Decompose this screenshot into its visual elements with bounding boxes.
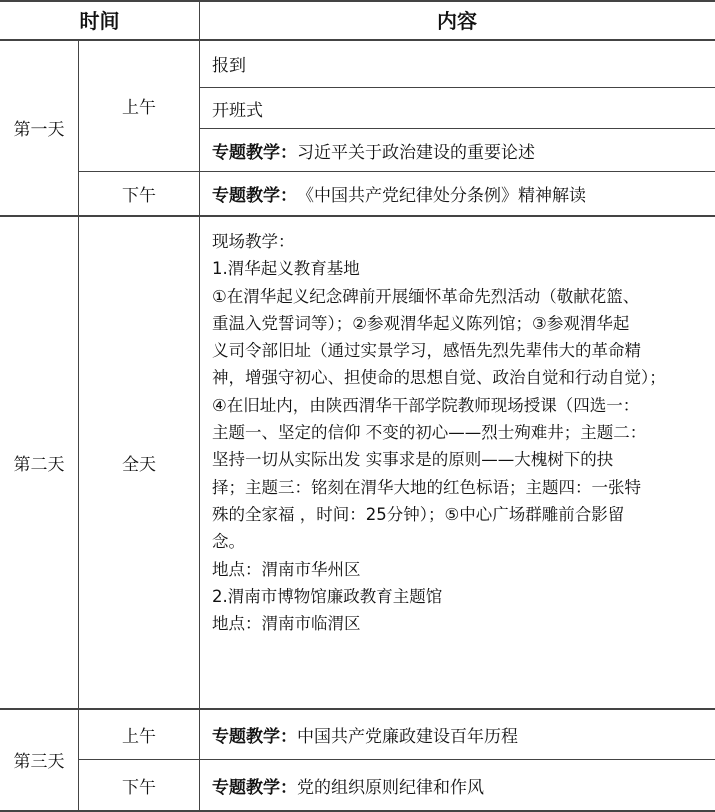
day2-line: 择；主题三：铭刻在渭华大地的红色标语；主题四：一张特 xyxy=(212,477,641,497)
day3-afternoon: 下午 xyxy=(122,777,156,798)
day2-line: 地点：渭南市临渭区 xyxy=(212,614,361,634)
day3-item-topic1 xyxy=(200,709,715,759)
day1-item-topic2 xyxy=(200,172,715,215)
day3-morning: 上午 xyxy=(122,726,156,747)
header-time: 时间 xyxy=(79,9,120,33)
day2-label: 第二天 xyxy=(13,454,65,475)
day2-line: 1.渭华起义教育基地 xyxy=(212,259,360,279)
topic-text: 党的组织原则纪律和作风 xyxy=(297,777,484,798)
day2-line: 坚持一切从实际出发 实事求是的原则——大槐树下的抉 xyxy=(212,450,614,470)
topic-text: 《中国共产党纪律处分条例》精神解读 xyxy=(297,186,586,206)
rule-bottom xyxy=(0,810,715,812)
day2-line: ①在渭华起义纪念碑前开展缅怀革命先烈活动（敬献花篮、 xyxy=(212,286,640,306)
topic-label: 专题教学： xyxy=(212,186,297,206)
day3-item-topic2 xyxy=(200,760,715,810)
opening-text: 开班式 xyxy=(212,100,263,121)
topic-label: 专题教学： xyxy=(212,777,297,798)
day2-line: ④在旧址内，由陕西渭华干部学院教师现场授课（四选一： xyxy=(212,395,640,415)
day1-label: 第一天 xyxy=(13,120,65,140)
day3-label: 第三天 xyxy=(13,752,65,772)
day1-morning: 上午 xyxy=(122,98,156,118)
day1-item-checkin xyxy=(200,40,715,87)
day1-item-opening xyxy=(200,88,715,128)
day1-afternoon: 下午 xyxy=(122,186,156,206)
topic-text: 中国共产党廉政建设百年历程 xyxy=(297,726,518,747)
day2-content xyxy=(200,216,715,708)
day2-line: 现场教学： xyxy=(212,232,295,251)
checkin-text: 报到 xyxy=(212,56,246,76)
topic-label: 专题教学： xyxy=(212,726,297,747)
topic-label: 专题教学： xyxy=(212,142,297,163)
day2-line: 神，增强守初心、担使命的思想自觉、政治自觉和行动自觉）； xyxy=(212,368,666,388)
day2-line: 地点：渭南市华州区 xyxy=(212,559,361,579)
topic-text: 习近平关于政治建设的重要论述 xyxy=(297,142,535,163)
day2-line: 2.渭南市博物馆廉政教育主题馆 xyxy=(212,586,443,606)
day2-line: 念。 xyxy=(212,532,245,552)
day2-line: 殊的全家福 ，时间：25分钟）；⑤中心广场群雕前合影留 xyxy=(212,504,625,524)
day2-period: 全天 xyxy=(122,454,156,475)
day2-line: 主题一、坚定的信仰 不变的初心——烈士殉难井；主题二： xyxy=(212,423,647,443)
day2-line: 重温入党誓词等）；②参观渭华起义陈列馆；③参观渭华起 xyxy=(212,313,630,333)
day1-item-topic1 xyxy=(200,129,715,171)
day2-line: 义司令部旧址（通过实景学习，感悟先烈先辈伟大的革命精 xyxy=(212,341,641,361)
header-content: 内容 xyxy=(437,9,477,33)
